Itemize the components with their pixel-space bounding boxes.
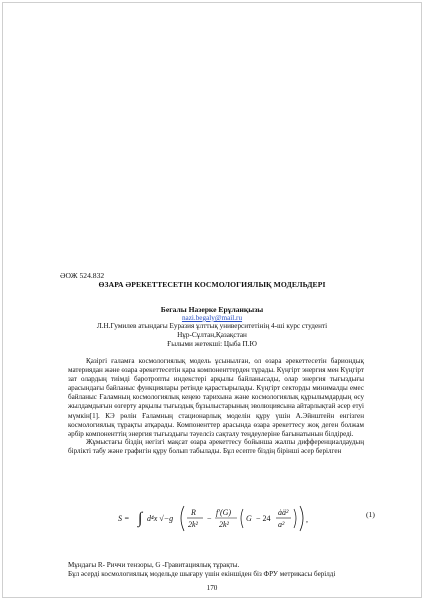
author-email-link[interactable]: nazi.begaly@mail.ru (181, 314, 243, 322)
formula-G: G (246, 514, 252, 523)
action-formula (110, 500, 360, 536)
formula-lhs: S = (118, 514, 130, 523)
integral-sign: ∫ (138, 510, 143, 527)
equation-number: (1) (366, 510, 375, 519)
article-title: ӨЗАРА ӘРЕКЕТТЕСЕТІН КОСМОЛОГИЯЛЫҚ МОДЕЛЬДЕРІ (98, 280, 326, 289)
formula-minus-24: − 24 (256, 514, 271, 523)
formula-measure: d⁴x √−g (147, 514, 174, 523)
body-paragraph: Жұмыстағы біздің негізгі мақсат өзара әрекеттесу бойынша жалпы дифференциалдаудың бірлікті табу және графигін құру болып табылады. Бұл есепте біздің бірінші әсер берілген (68, 438, 364, 456)
affiliation-line: Нұр-Сұлтан,Қазақстан (177, 331, 247, 339)
formula-denominator: 2k² (219, 520, 229, 529)
formula-f-prime: f′(G) (216, 508, 232, 517)
body-line: Бұл әсерді космологиялық модельде шығару үшін екіншіден біз ФРУ метрикасы берілді (68, 570, 336, 578)
udc-code: ӘОЖ 524.832 (60, 271, 105, 280)
author-name: Бегалы Назерке Ерұланқызы (160, 305, 264, 314)
body-line: Мұндағы R- Риччи тензоры, G -Гравитациялық тұрақты. (68, 561, 240, 569)
affiliation-line: Ғылыми жетекші: Цыба П.Ю (167, 340, 257, 348)
svg-text:−: − (207, 514, 212, 523)
affiliation-line: Л.Н.Гумилев атындағы Еуразия ұлттық университетінің 4-ші курс студенті (96, 322, 328, 330)
svg-text:,: , (306, 515, 308, 524)
body-paragraph: Қазіргі ғаламға космологиялық модель ұсынылған, ол өзара әрекеттесетін бариондық материядан және өзара әрекеттесетін қара компоненттерден тұрады. Күңгірт энергия мен Күңгірт зат олардың тиімді баротропты индекстері арқылы байланысады, олар энергия тығыздығы арасындағы байланыс функциялары ретінде қарастырылады. Күңгірт секторды минималды емес байланыс Ғаламның космологиялық кеңею тарихына және космологиялық құрылымдардың өсу жылдамдығын өзгерту арқылы тығыздық бұзылыстарының эволюциясына айтарлықтай әсер етуі мүмкін[1]. КЭ рөлін Ғаламның стационарлық моделін құру үшін А.Эйнштейн енгізген космологиялық тұрақты атқарады. Компоненттер арасында өзара әрекеттесу жоқ деген болжам әрбір компоненттің энергия тығыздығы тәуелсіз сақталу теңдеулеріне бағынатынын білдіреді. (68, 357, 364, 438)
formula-R: R (191, 508, 196, 517)
formula-adot: ȧä² (278, 508, 289, 517)
formula-a2: a² (278, 520, 285, 529)
page-number: 170 (206, 584, 218, 592)
formula-denominator: 2k² (188, 520, 198, 529)
